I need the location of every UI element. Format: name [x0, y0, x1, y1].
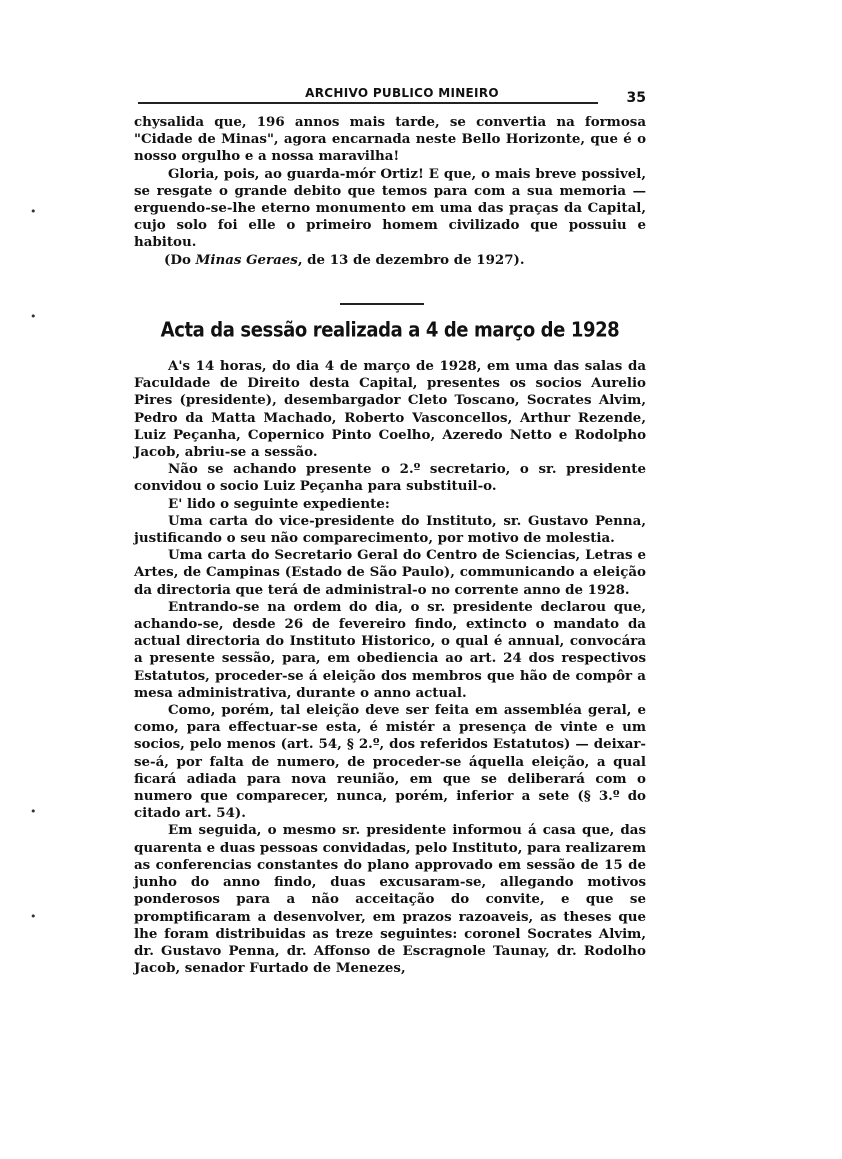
- paragraph: Gloria, pois, ao guarda-mór Ortiz! E que, o mais breve possivel, se resgate o grande debito que temos para com a sua memoria — erguendo-se-lhe eterno monumento em uma das praças da Capital, cujo solo foi elle o primeiro homem civilizado que possuiu e habitou.: [134, 165, 646, 251]
- article-end-text: [134, 114, 646, 269]
- section-divider: [340, 303, 424, 305]
- running-head: [132, 86, 646, 110]
- margin-ink-mark: •: [30, 310, 37, 323]
- paragraph: E' lido o seguinte expediente:: [168, 495, 390, 512]
- paragraph: Uma carta do vice-presidente do Instituto, sr. Gustavo Penna, justificando o seu não comparecimento, por motivo de molestia.: [134, 512, 646, 547]
- paragraph: Uma carta do Secretario Geral do Centro de Sciencias, Letras e Artes, de Campinas (Estado de São Paulo), communicando a eleição da directoria que terá de administral-o no corrente anno de 1928.: [134, 547, 646, 598]
- source-citation: [134, 252, 646, 269]
- paragraph: A's 14 horas, do dia 4 de março de 1928, em uma das salas da Faculdade de Direito desta Capital, presentes os socios Aurelio Pires (presidente), desembargador Cleto Toscano, Socrates Alvim, Pedro da Matta Machado, Roberto Vasconcellos, Arthur Rezende, Luiz Peçanha, Copernico Pinto Coelho, Azeredo Netto e Rodolpho Jacob, abriu-se a sessão.: [134, 358, 646, 461]
- paragraph: chysalida que, 196 annos mais tarde, se convertia na formosa "Cidade de Minas", agora encarnada neste Bello Horizonte, que é o nosso orgulho e a nossa maravilha!: [134, 114, 646, 165]
- margin-ink-mark: •: [30, 805, 37, 818]
- paragraph: Como, porém, tal eleição deve ser feita em assembléa geral, e como, para effectuar-se esta, é mistér a presença de vinte e um socios, pelo menos (art. 54, § 2.º, dos referidos Estatutos) — deixar-se-á, por falta de numero, de proceder-se áquella eleição, a qual ficará adiada para nova reunião, em que se deliberará com o numero que comparecer, nunca, porém, inferior a sete (§ 3.º do citado art. 54).: [134, 702, 646, 822]
- section-body: [134, 358, 646, 977]
- source-prefix: (Do: [164, 251, 196, 268]
- margin-ink-mark: •: [30, 205, 37, 218]
- paragraph: Não se achando presente o 2.º secretario, o sr. presidente convidou o socio Luiz Peçanha para substituil-o.: [134, 461, 646, 495]
- paragraph: Em seguida, o mesmo sr. presidente informou á casa que, das quarenta e duas pessoas convidadas, pelo Instituto, para realizarem as conferencias constantes do plano approvado em sessão de 15 de junho do anno findo, duas excusaram-se, allegando motivos ponderosos para a não acceitação do convite, e que se promptificaram a desenvolver, em prazos razoaveis, as theses que lhe foram distribuidas as treze seguintes: coronel Socrates Alvim, dr. Gustavo Penna, dr. Affonso de Escragnole Taunay, dr. Rodolho Jacob, senador Furtado de Menezes,: [134, 822, 646, 977]
- header-rule: [138, 102, 598, 104]
- running-head-title: ARCHIVO PUBLICO MINEIRO: [305, 86, 499, 100]
- source-publication: Minas Geraes: [195, 251, 298, 268]
- page-number: 35: [626, 90, 646, 106]
- margin-ink-mark: •: [30, 910, 37, 923]
- paragraph: Entrando-se na ordem do dia, o sr. presidente declarou que, achando-se, desde 26 de fevereiro findo, extincto o mandato da actual directoria do Instituto Historico, o qual é annual, convocára a presente sessão, para, em obediencia ao art. 24 dos respectivos Estatutos, proceder-se á eleição dos membros que hão de compôr a mesa administrativa, durante o anno actual.: [134, 598, 646, 701]
- section-heading: Acta da sessão realizada a 4 de março de 1928: [160, 318, 620, 343]
- source-suffix: , de 13 de dezembro de 1927).: [297, 251, 525, 268]
